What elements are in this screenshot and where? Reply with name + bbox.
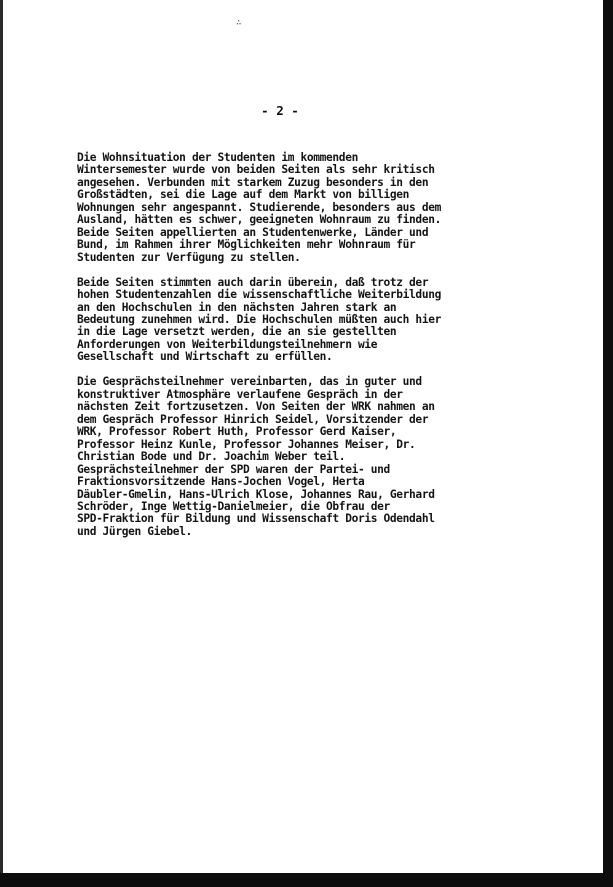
text-line: nächsten Zeit fortzusetzen. Von Seiten der WRK nahmen an [77,400,435,414]
text-line: Wintersemester wurde von beiden Seiten als sehr kritisch [77,163,435,177]
text-line: Beide Seiten stimmten auch darin überein, daß trotz der [77,275,429,289]
text-line: WRK, Professor Robert Huth, Professor Gerd Kaiser, [77,425,397,439]
text-line: Die Gesprächsteilnehmer vereinbarten, das in guter und [77,375,422,389]
text-line: in die Lage versetzt werden, die an sie gestellten [77,325,397,339]
paragraph-continuing-education [77,277,497,364]
scan-edge-bottom [0,873,613,887]
scan-mark: ∴ [236,18,243,28]
paragraph-housing [77,152,497,264]
text-line: angesehen. Verbunden mit starkem Zuzug besonders in den [77,175,429,189]
text-line: dem Gespräch Professor Hinrich Seidel, Vorsitzender der [77,412,429,426]
text-line: Schröder, Inge Wettig-Danielmeier, die Obfrau der [77,499,390,513]
text-line: SPD-Fraktion für Bildung und Wissenschaft Doris Odendahl [77,512,435,526]
text-line: Bedeutung zunehmen wird. Die Hochschulen müßten auch hier [77,313,441,327]
page-number: - 2 - [261,103,299,118]
text-line: und Jürgen Giebel. [77,524,192,538]
text-line: Studenten zur Verfügung zu stellen. [77,250,301,264]
text-line: Gesellschaft und Wirtschaft zu erfüllen. [77,350,333,364]
text-line: Anforderungen von Weiterbildungsteilnehmern wie [77,337,378,351]
document-body [77,152,497,551]
text-line: Gesprächsteilnehmer der SPD waren der Partei- und [77,462,390,476]
text-line: Die Wohnsituation der Studenten im kommenden [77,151,358,164]
paragraph-participants [77,376,497,538]
text-line: Wohnungen sehr angespannt. Studierende, besonders aus dem [77,200,441,214]
text-line: Däubler-Gmelin, Hans-Ulrich Klose, Johannes Rau, Gerhard [77,487,435,501]
scan-edge-right [603,0,613,887]
text-line: hohen Studentenzahlen die wissenschaftliche Weiterbildung [77,288,441,302]
text-line: Professor Heinz Kunle, Professor Johannes Meiser, Dr. [77,437,416,451]
text-line: Fraktionsvorsitzende Hans-Jochen Vogel, Herta [77,475,365,489]
text-line: Ausland, hätten es schwer, geeigneten Wohnraum zu finden. [77,213,441,227]
text-line: Bund, im Rahmen ihrer Möglichkeiten mehr Wohnraum für [77,238,416,252]
text-line: konstruktiver Atmosphäre verlaufene Gespräch in der [77,387,403,401]
text-line: Beide Seiten appellierten an Studentenwerke, Länder und [77,225,429,239]
text-line: Großstädten, sei die Lage auf dem Markt von billigen [77,188,410,202]
text-line: an den Hochschulen in den nächsten Jahren stark an [77,300,397,314]
scan-edge-left [0,0,3,887]
text-line: Christian Bode und Dr. Joachim Weber teil. [77,450,346,464]
